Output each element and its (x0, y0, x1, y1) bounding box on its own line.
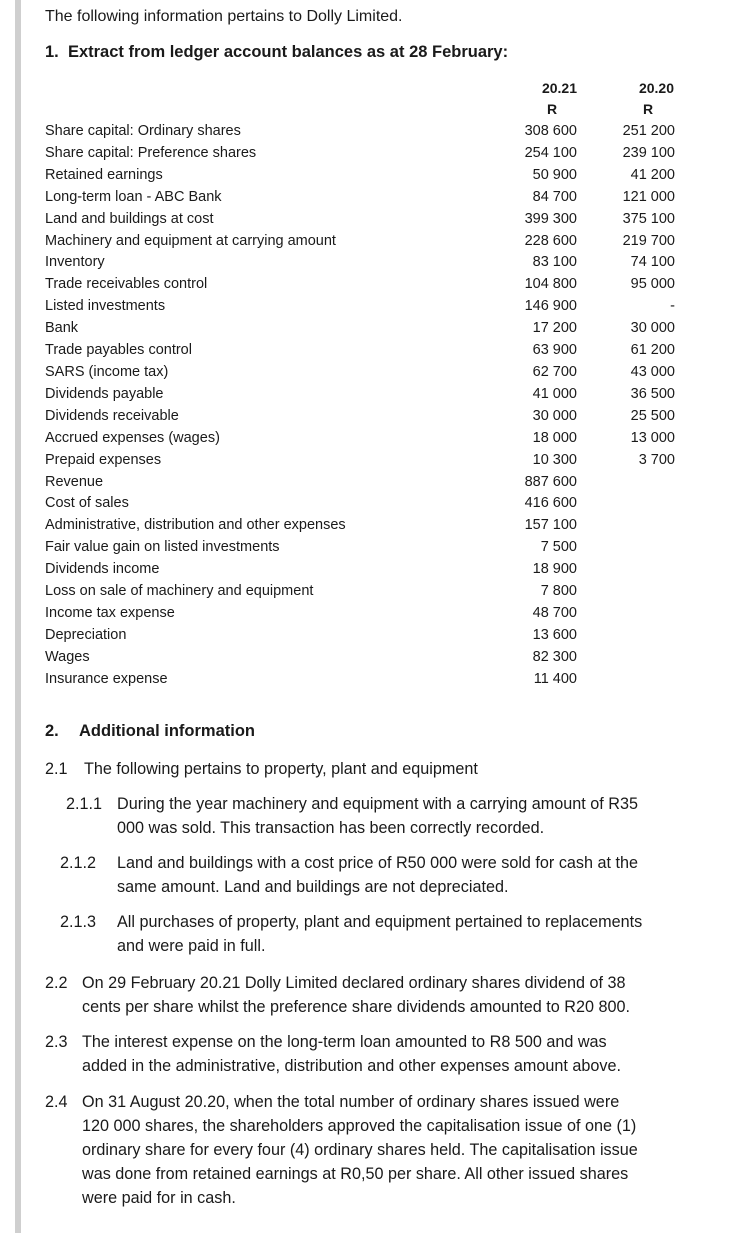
paragraph-number: 2.1.2 (60, 854, 97, 872)
row-label: Bank (45, 320, 79, 337)
row-value-year-2 (577, 625, 675, 647)
row-label: Loss on sale of machinery and equipment (45, 583, 314, 600)
table-row (45, 515, 675, 537)
paragraph-number: 2.2 (45, 974, 68, 992)
paragraph-text (117, 792, 727, 840)
column-header-year-2: 20.20 (638, 80, 674, 96)
paragraph-number: 2.3 (45, 1033, 68, 1051)
row-value-year-2: 375 100 (622, 210, 675, 227)
row-label: Fair value gain on listed investments (45, 539, 280, 556)
paragraph-number: 2.1.3 (60, 913, 97, 931)
table-row (45, 647, 675, 669)
row-label: Income tax expense (45, 604, 175, 621)
table-row (45, 450, 675, 472)
row-value-year-2: 61 200 (630, 342, 675, 359)
paragraph-line: During the year machinery and equipment with a carrying amount of R35 (117, 795, 638, 813)
table-row (45, 493, 675, 515)
table-row (45, 143, 675, 165)
section-1-number: 1. (45, 43, 59, 61)
row-value-year-2: 251 200 (622, 123, 675, 139)
row-value-year-2: 239 100 (622, 144, 675, 161)
row-value-year-1: 416 600 (524, 495, 577, 512)
row-value-year-2: 36 500 (630, 385, 675, 402)
column-header-year-1: 20.21 (541, 80, 577, 96)
paragraph-line: was done from retained earnings at R0,50 per share. All other issued shares (82, 1165, 629, 1183)
paragraph-number: 2.1.1 (66, 795, 103, 813)
row-value-year-1: 62 700 (532, 363, 577, 380)
row-value-year-1: 63 900 (532, 342, 577, 359)
paragraph-text (117, 910, 729, 958)
paragraph-line: 120 000 shares, the shareholders approved the capitalisation issue of one (1) (82, 1117, 637, 1135)
table-row (45, 384, 675, 406)
row-label: Cost of sales (45, 495, 129, 512)
paragraph-line: same amount. Land and buildings are not depreciated. (117, 878, 509, 896)
section-2-heading (45, 722, 255, 741)
row-value-year-1: 146 900 (524, 298, 577, 315)
row-value-year-1: 30 000 (532, 407, 577, 424)
row-label: Long-term loan - ABC Bank (45, 188, 222, 205)
row-label: SARS (income tax) (45, 363, 169, 380)
table-row (45, 428, 675, 450)
paragraph-line: All purchases of property, plant and equipment pertained to replacements (117, 913, 643, 931)
row-value-year-1: 13 600 (532, 626, 577, 643)
table-row (45, 581, 675, 603)
paragraph-text (82, 1030, 729, 1078)
row-value-year-2: 121 000 (622, 188, 675, 205)
row-value-year-2 (577, 669, 675, 691)
row-value-year-1: 228 600 (524, 232, 577, 249)
row-value-year-2 (577, 581, 675, 603)
table-row (45, 362, 675, 384)
row-value-year-1: 10 300 (532, 451, 577, 468)
table-row (45, 231, 675, 253)
paragraph-line: Land and buildings with a cost price of R50 000 were sold for cash at the (117, 854, 639, 872)
section-1-heading (45, 43, 508, 62)
row-value-year-2 (577, 472, 675, 494)
row-value-year-1: 18 900 (532, 561, 577, 578)
row-value-year-2: 30 000 (630, 320, 675, 337)
paragraph-line: 000 was sold. This transaction has been correctly recorded. (117, 819, 545, 837)
row-value-year-2: 74 100 (630, 254, 675, 271)
row-value-year-2 (577, 537, 675, 559)
row-label: Dividends payable (45, 385, 164, 402)
row-value-year-1: 17 200 (532, 320, 577, 337)
paragraph-text (82, 1090, 729, 1210)
row-value-year-1: 18 000 (532, 429, 577, 446)
paragraph-text (84, 757, 724, 781)
row-value-year-1: 7 800 (540, 583, 577, 600)
table-row (45, 252, 675, 274)
table-row (45, 340, 675, 362)
column-currency-1: R (546, 101, 558, 117)
section-2-number: 2. (45, 722, 59, 740)
table-row (45, 165, 675, 187)
row-value-year-2: 25 500 (630, 407, 675, 424)
table-row (45, 669, 675, 691)
paragraph-line: cents per share whilst the preference share dividends amounted to R20 800. (82, 998, 631, 1016)
table-row (45, 274, 675, 296)
row-label: Accrued expenses (wages) (45, 429, 220, 446)
row-value-year-1: 50 900 (532, 166, 577, 183)
row-value-year-1: 84 700 (532, 188, 577, 205)
row-value-year-2 (577, 493, 675, 515)
row-value-year-2 (577, 515, 675, 537)
section-1-title: Extract from ledger account balances as at 28 February: (67, 43, 509, 61)
row-value-year-1: 83 100 (532, 254, 577, 271)
row-label: Trade payables control (45, 342, 192, 359)
row-value-year-2 (577, 603, 675, 625)
table-row (45, 537, 675, 559)
table-row (45, 318, 675, 340)
paragraph-text (117, 851, 729, 899)
row-value-year-1: 399 300 (524, 210, 577, 227)
section-2-title: Additional information (79, 722, 255, 740)
paragraph-number: 2.1 (45, 760, 68, 778)
row-value-year-2 (577, 559, 675, 581)
row-value-year-2: 41 200 (630, 166, 675, 183)
table-row (45, 406, 675, 428)
paragraph-line: The interest expense on the long-term loan amounted to R8 500 and was (82, 1033, 607, 1051)
row-label: Depreciation (45, 626, 127, 643)
row-label: Dividends receivable (45, 407, 179, 424)
row-label: Machinery and equipment at carrying amount (45, 232, 336, 249)
row-label: Share capital: Ordinary shares (45, 123, 241, 139)
row-value-year-2: 219 700 (622, 232, 675, 249)
column-currency-2: R (642, 101, 654, 117)
row-value-year-1: 11 400 (533, 670, 577, 687)
intro-text: The following information pertains to Dolly Limited. (45, 8, 403, 25)
row-value-year-1: 7 500 (540, 539, 577, 556)
table-row (45, 209, 675, 231)
table-row (45, 472, 675, 494)
ledger-balances-table (45, 121, 675, 691)
row-label: Wages (45, 648, 90, 665)
row-value-year-2: - (670, 298, 675, 315)
paragraph-line: The following pertains to property, plant and equipment (84, 760, 478, 778)
paragraph-line: On 31 August 20.20, when the total number of ordinary shares issued were (82, 1093, 620, 1111)
row-label: Land and buildings at cost (45, 210, 214, 227)
row-label: Insurance expense (45, 670, 168, 687)
row-label: Trade receivables control (45, 276, 208, 293)
row-label: Dividends income (45, 561, 160, 578)
table-row (45, 187, 675, 209)
row-value-year-1: 48 700 (532, 604, 577, 621)
row-value-year-2: 13 000 (630, 429, 675, 446)
row-value-year-2 (577, 647, 675, 669)
table-row (45, 121, 675, 143)
row-label: Revenue (45, 473, 104, 490)
paragraph-line: and were paid in full. (117, 937, 266, 955)
table-row (45, 603, 675, 625)
row-value-year-2: 3 700 (638, 451, 675, 468)
paragraph-line: On 29 February 20.21 Dolly Limited declared ordinary shares dividend of 38 (82, 974, 626, 992)
table-row (45, 625, 675, 647)
row-value-year-1: 887 600 (524, 473, 577, 490)
paragraph-line: ordinary share for every four (4) ordinary shares held. The capitalisation issue (82, 1141, 638, 1159)
row-value-year-1: 254 100 (524, 144, 577, 161)
table-row (45, 559, 675, 581)
paragraph-number: 2.4 (45, 1093, 68, 1111)
row-value-year-2: 43 000 (630, 363, 675, 380)
paragraph-text (82, 971, 729, 1019)
row-value-year-1: 41 000 (532, 385, 577, 402)
row-value-year-1: 308 600 (524, 123, 577, 139)
paragraph-line: were paid for in cash. (82, 1189, 236, 1207)
paragraph-line: added in the administrative, distribution and other expenses amount above. (82, 1057, 622, 1075)
row-label: Prepaid expenses (45, 451, 162, 468)
row-label: Retained earnings (45, 166, 163, 183)
row-value-year-1: 82 300 (532, 648, 577, 665)
row-value-year-1: 157 100 (524, 517, 577, 534)
row-label: Inventory (45, 254, 105, 271)
row-value-year-1: 104 800 (524, 276, 577, 293)
row-label: Share capital: Preference shares (45, 144, 257, 161)
row-label: Administrative, distribution and other expenses (45, 517, 346, 534)
row-value-year-2: 95 000 (630, 276, 675, 293)
table-row (45, 296, 675, 318)
row-label: Listed investments (45, 298, 166, 315)
